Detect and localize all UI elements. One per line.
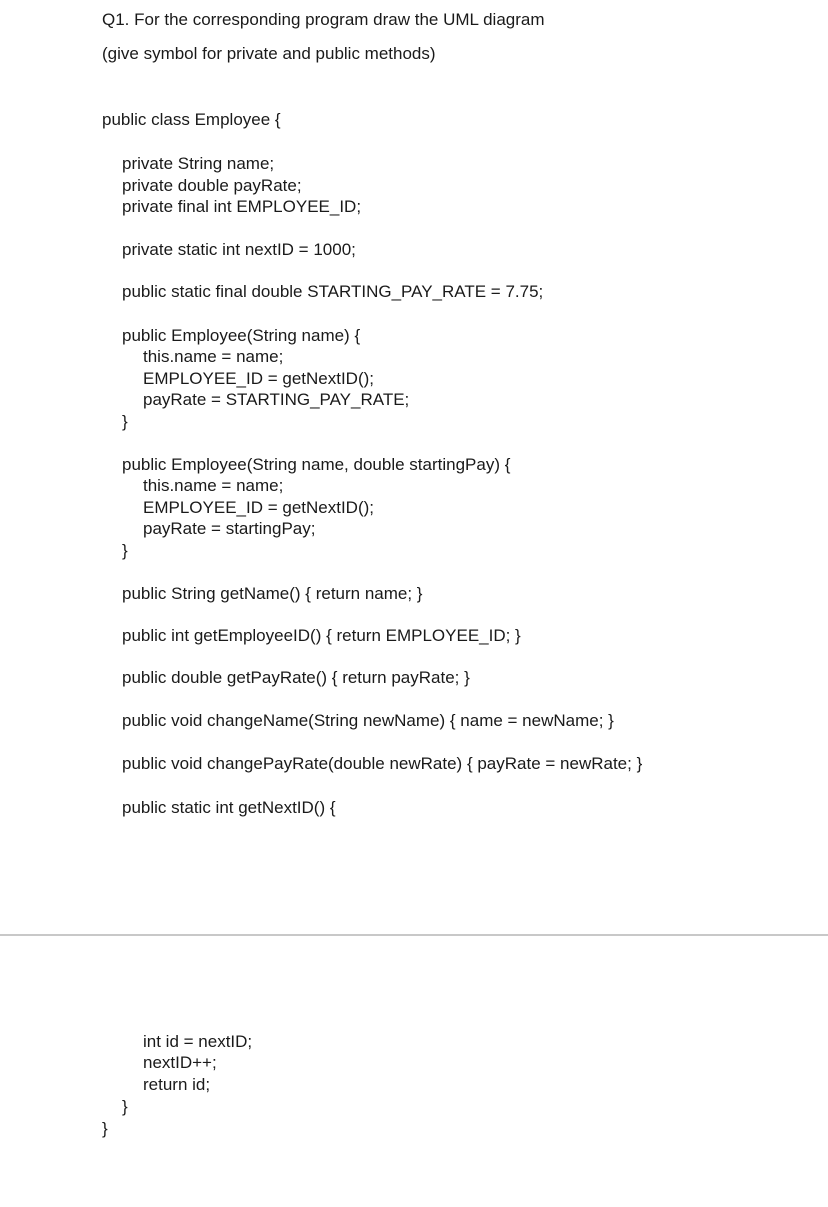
constructor2-body-line: EMPLOYEE_ID = getNextID(); [143,498,374,517]
method-line: public void changeName(String newName) { name = newName; } [122,711,614,730]
constructor1-close: } [122,412,128,431]
constructor1-header: public Employee(String name) { [122,326,361,345]
constructor1-body-line: payRate = STARTING_PAY_RATE; [143,390,410,409]
question-title: Q1. For the corresponding program draw the UML diagram [102,10,545,29]
method-line: public int getEmployeeID() { return EMPLOYEE_ID; } [122,626,521,645]
method-line: public void changePayRate(double newRate) { payRate = newRate; } [122,754,643,773]
constructor1-body-line: EMPLOYEE_ID = getNextID(); [143,369,374,388]
constructor2-body-line: payRate = startingPay; [143,519,316,538]
get-next-id-body-line: int id = nextID; [143,1032,253,1051]
constructor2-body-line: this.name = name; [143,476,284,495]
constant-line: public static final double STARTING_PAY_RATE = 7.75; [122,282,544,301]
field-line: private final int EMPLOYEE_ID; [122,197,362,216]
class-header: public class Employee { [102,110,281,129]
field-line: private double payRate; [122,176,302,195]
get-next-id-body-line: nextID++; [143,1053,217,1072]
page-divider [0,934,828,936]
get-next-id-body-line: return id; [143,1075,211,1094]
method-line: public String getName() { return name; } [122,584,423,603]
constructor2-close: } [122,541,128,560]
constructor2-header: public Employee(String name, double startingPay) { [122,455,511,474]
question-subtitle: (give symbol for private and public methods) [102,44,436,63]
class-close: } [102,1119,108,1138]
static-field-line: private static int nextID = 1000; [122,240,356,259]
field-line: private String name; [122,154,275,173]
method-line: public double getPayRate() { return payRate; } [122,668,470,687]
constructor1-body-line: this.name = name; [143,347,284,366]
get-next-id-header: public static int getNextID() { [122,798,336,817]
get-next-id-close: } [122,1097,128,1116]
